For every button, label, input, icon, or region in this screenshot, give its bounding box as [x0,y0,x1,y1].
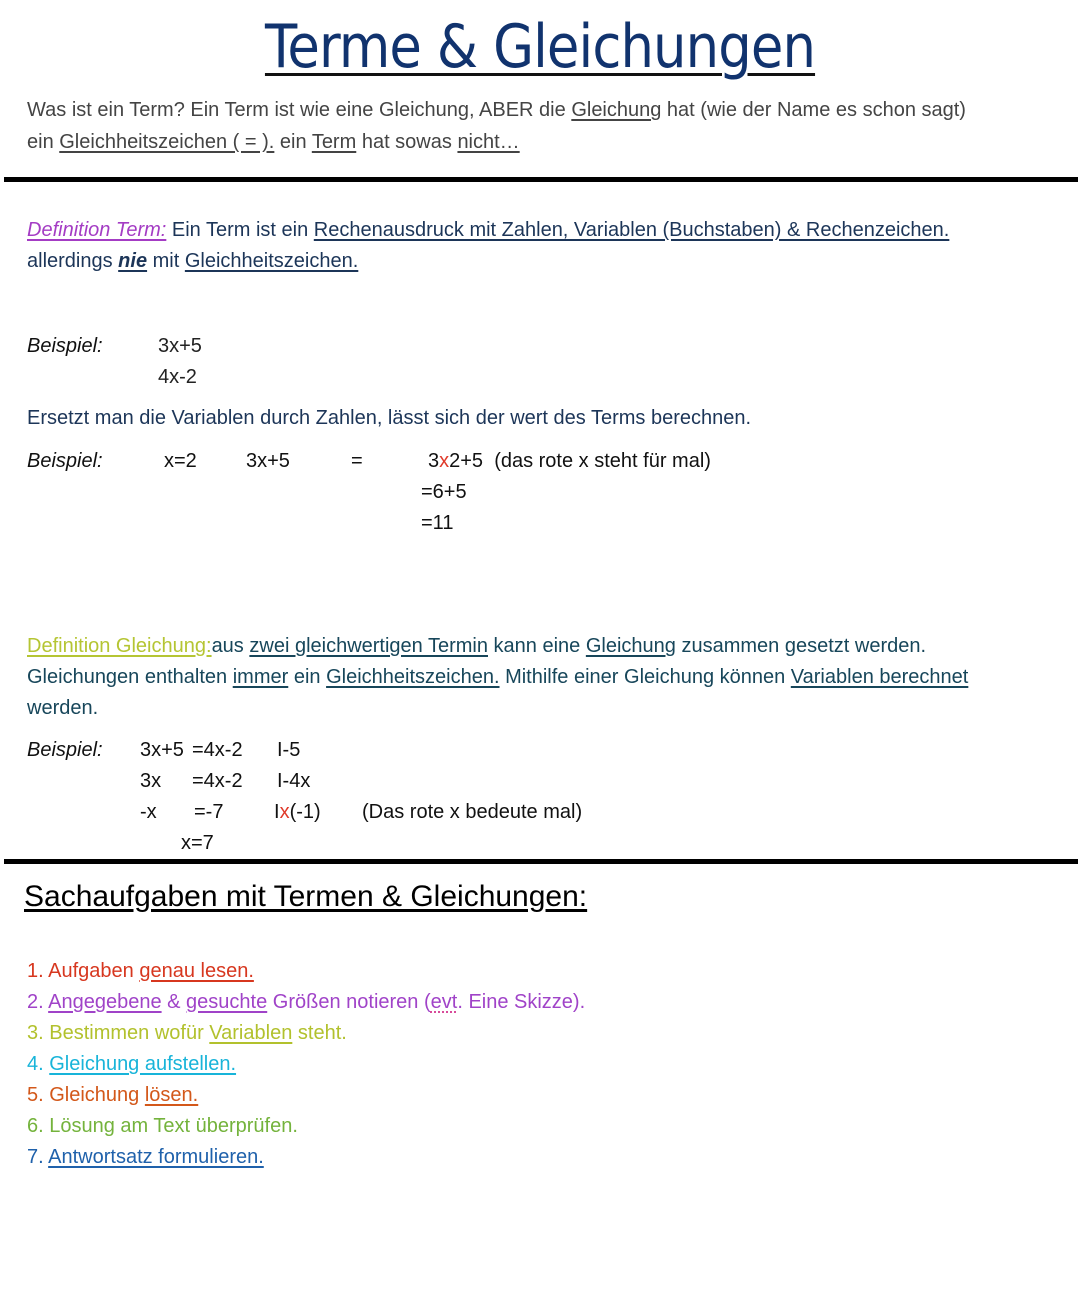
step-7: 7. Antwortsatz formulieren. [27,1146,264,1168]
example-2-label: Beispiel: [27,450,103,472]
definition-term-line-2: allerdings nie mit Gleichheitszeichen. [27,250,359,272]
step-5: 5. Gleichung lösen. [27,1084,199,1106]
substitute-text: Ersetzt man die Variablen durch Zahlen, lässt sich der wert des Terms berechnen. [27,407,752,429]
example-3-row-1-right: =4x-2 [192,739,243,761]
step-2: 2. Angegebene & gesuchte Größen notieren (evt. Eine Skizze). [27,991,586,1013]
definition-equation-line-3: werden. [27,697,99,719]
example-2-term: 3x+5 [246,450,290,472]
example-1-term-1: 3x+5 [158,335,202,357]
page-title: Terme & Gleichungen [264,12,816,82]
definition-equation-line-2: Gleichungen enthalten immer ein Gleichheitszeichen. Mithilfe einer Gleichung können Variablen berechnet [27,666,969,688]
intro-line-1: Was ist ein Term? Ein Term ist wie eine Gleichung, ABER die Gleichung hat (wie der Name es schon sagt) [27,99,966,121]
divider-2 [4,859,1078,864]
example-3-row-1-op: I-5 [277,739,301,761]
step-4: 4. Gleichung aufstellen. [27,1053,237,1075]
example-3-row-3-op: Ix(-1) [274,801,321,823]
definition-equation-line-1: Definition Gleichung:aus zwei gleichwertigen Termin kann eine Gleichung zusammen gesetzt werden. [27,635,927,657]
example-3-row-4: x=7 [181,832,214,854]
section-2-title: Sachaufgaben mit Termen & Gleichungen: [24,880,588,913]
example-1-term-2: 4x-2 [158,366,197,388]
example-3-row-2-op: I-4x [277,770,311,792]
divider-1 [4,177,1078,182]
definition-term-line-1: Definition Term: Ein Term ist ein Rechenausdruck mit Zahlen, Variablen (Buchstaben) & Rechenzeichen. [27,219,950,241]
example-3-row-3-note: (Das rote x bedeute mal) [362,801,583,823]
example-3-row-3-right: =-7 [194,801,224,823]
example-3-row-2-right: =4x-2 [192,770,243,792]
step-3: 3. Bestimmen wofür Variablen steht. [27,1022,347,1044]
example-2-step-2: =6+5 [421,481,467,503]
intro-line-2: ein Gleichheitszeichen ( = ). ein Term hat sowas nicht… [27,131,520,153]
example-1-label: Beispiel: [27,335,103,357]
example-3-label: Beispiel: [27,739,103,761]
example-2-equals: = [351,450,363,472]
example-2-calc: 3x2+5 (das rote x steht für mal) [428,450,711,472]
step-1: 1. Aufgaben genau lesen. [27,960,254,982]
example-3-row-3-left: -x [140,801,157,823]
example-2-step-3: =11 [421,512,454,534]
step-6: 6. Lösung am Text überprüfen. [27,1115,298,1137]
example-3-row-2-left: 3x [140,770,162,792]
example-2-x: x=2 [164,450,197,472]
example-3-row-1-left: 3x+5 [140,739,184,761]
